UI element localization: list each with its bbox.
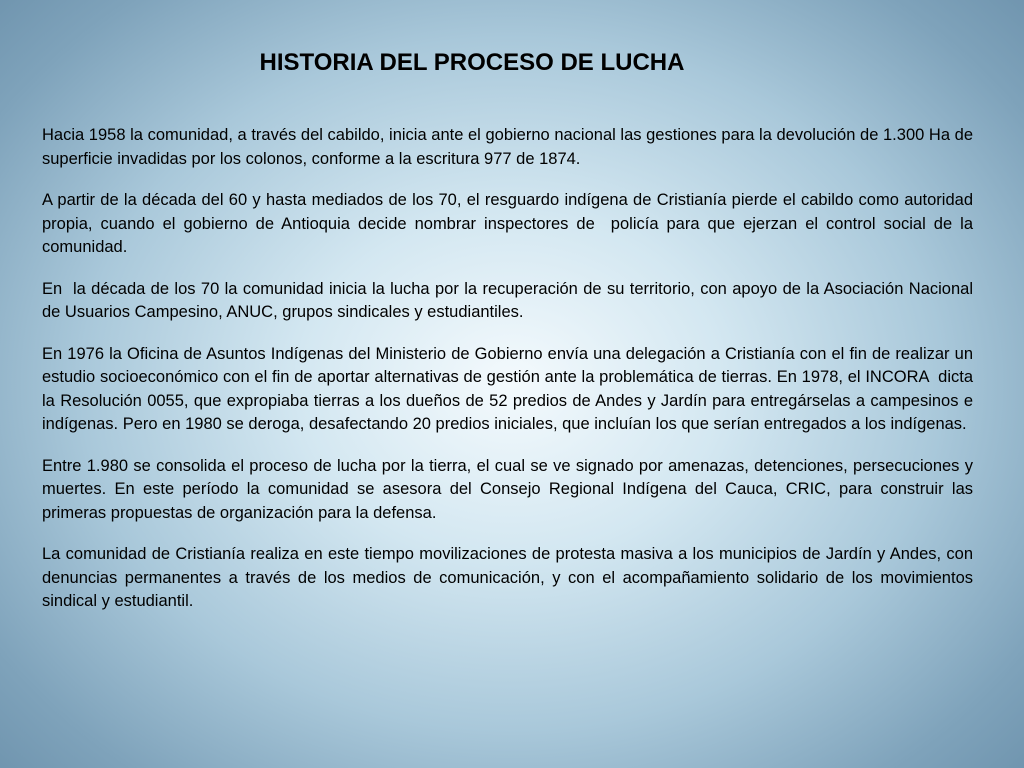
paragraph-1960s-cabildo: A partir de la década del 60 y hasta mediados de los 70, el resguardo indígena de Cristianía pierde el cabildo como autoridad propia, cuando el gobierno de Antioquia decide nombrar inspectores de policía para que ejerzan el control social de la comunidad. bbox=[42, 191, 978, 256]
paragraph-1976-incora: En 1976 la Oficina de Asuntos Indígenas del Ministerio de Gobierno envía una delegación a Cristianía con el fin de realizar un estudio socioeconómico con el fin de aportar alternativas de gestión ante la problemática de tierras. En 1978, el INCORA dicta la Resolución 0055, que expropiaba tierras a los dueños de 52 predios de Andes y Jardín para entregárselas a campesinos e indígenas. Pero en 1980 se deroga, desafectando 20 predios iniciales, que incluían los que serían entregados a los indígenas. bbox=[42, 344, 978, 433]
paragraph-1980-struggle: Entre 1.980 se consolida el proceso de lucha por la tierra, el cual se ve signado por amenazas, detenciones, persecuciones y muertes. En este período la comunidad se asesora del Consejo Regional Indígena del Cauca, CRIC, para construir las primeras propuestas de organización para la defensa. bbox=[42, 456, 978, 522]
paragraph-1958-land-claims: Hacia 1958 la comunidad, a través del cabildo, inicia ante el gobierno nacional las gestiones para la devolución de 1.300 Ha de superficie invadidas por los colonos, conforme a la escritura 977 de 1874. bbox=[42, 126, 978, 168]
paragraph-mobilizations: La comunidad de Cristianía realiza en este tiempo movilizaciones de protesta masiva a los municipios de Jardín y Andes, con denuncias permanentes a través de los medios de comunicación, y con el acompañamiento solidario de los movimientos sindical y estudiantil. bbox=[42, 545, 978, 610]
paragraph-1970s-recovery: En la década de los 70 la comunidad inicia la lucha por la recuperación de su territorio, con apoyo de la Asociación Nacional de Usuarios Campesino, ANUC, grupos sindicales y estudiantiles. bbox=[42, 279, 978, 321]
slide-body bbox=[42, 124, 978, 632]
slide-title: HISTORIA DEL PROCESO DE LUCHA bbox=[259, 49, 685, 76]
